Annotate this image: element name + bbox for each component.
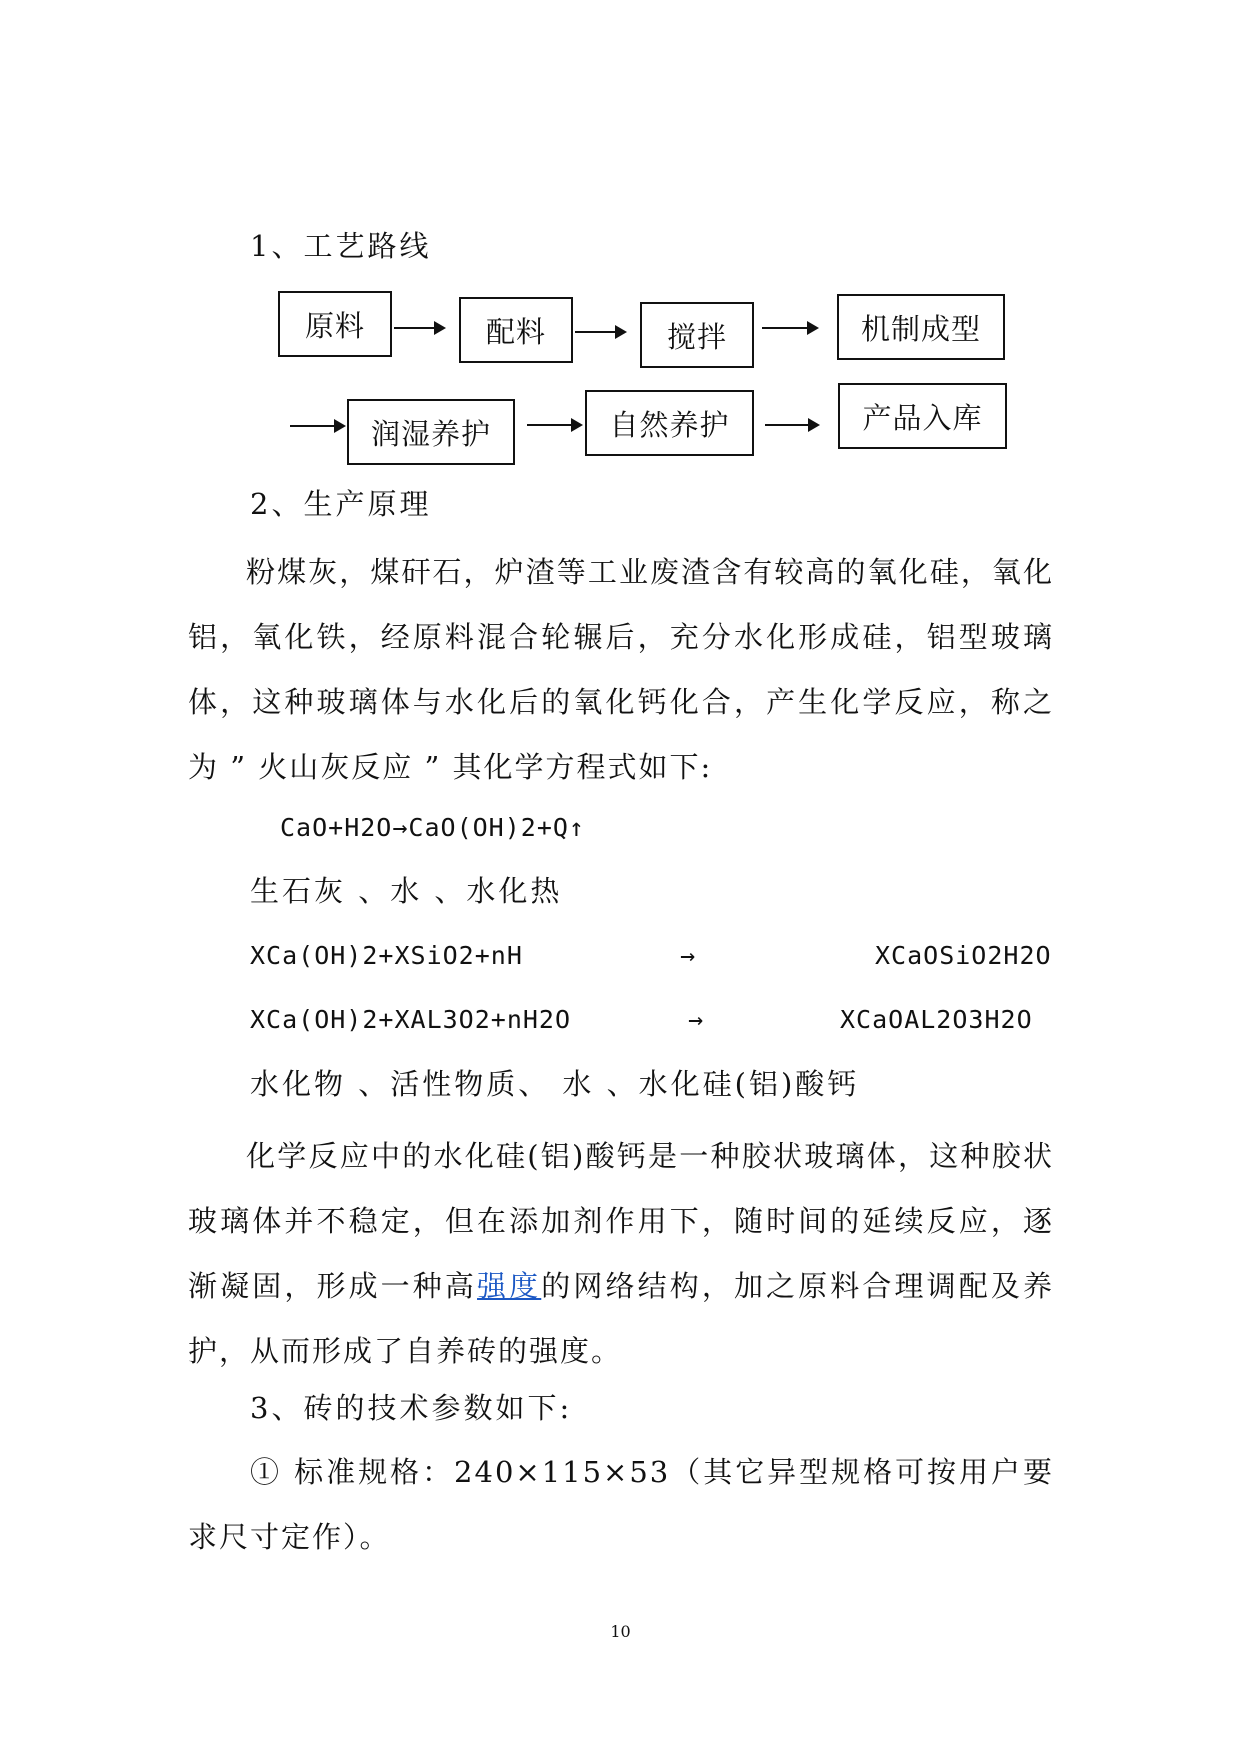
flow-arrow bbox=[394, 327, 444, 329]
strength-link[interactable]: 强度 bbox=[477, 1269, 542, 1303]
equation-2-right: XCaOSiO2H2O bbox=[875, 941, 1052, 970]
flow-arrow bbox=[575, 331, 625, 333]
flow-arrow bbox=[765, 424, 818, 426]
principle-paragraph-2 bbox=[188, 1124, 1054, 1384]
equation-2-left: XCa(OH)2+XSiO2+nH bbox=[250, 941, 523, 970]
flow-box-natural-curing: 自然养护 bbox=[585, 390, 754, 456]
equation-1: CaO+H2O→CaO(OH)2+Q↑ bbox=[280, 813, 585, 842]
section1-heading: 1、工艺路线 bbox=[250, 229, 432, 263]
flow-box-molding: 机制成型 bbox=[837, 294, 1005, 360]
flow-box-raw-material: 原料 bbox=[278, 291, 392, 357]
equation-2-arrow: → bbox=[680, 941, 697, 970]
flow-arrow bbox=[527, 424, 581, 426]
paragraph-2-text-before: 化学反应中的水化硅(铝)酸钙是一种胶状玻璃体，这种胶状玻璃体并不稳定，但在添加剂作用下，随时间的延续反应，逐渐凝固，形成一种高 bbox=[188, 1139, 1054, 1303]
paragraph-2-text-after: 的网络结构，加之原料合理调配及养护，从而形成了自养砖的强度。 bbox=[188, 1269, 1054, 1368]
flow-box-batching: 配料 bbox=[459, 297, 573, 363]
flow-box-mixing: 搅拌 bbox=[640, 302, 754, 368]
equation-3-right: XCaOAL2O3H2O bbox=[840, 1005, 1033, 1034]
section3-heading: 3、砖的技术参数如下: bbox=[250, 1391, 573, 1425]
spec-item-1: ① 标准规格：240×115×53（其它异型规格可按用户要求尺寸定作）。 bbox=[188, 1455, 1054, 1554]
flow-arrow bbox=[762, 327, 817, 329]
flow-arrow bbox=[290, 425, 344, 427]
equation-3-arrow: → bbox=[688, 1005, 705, 1034]
flow-box-storage: 产品入库 bbox=[838, 383, 1007, 449]
principle-paragraph-1: 粉煤灰，煤矸石，炉渣等工业废渣含有较高的氧化硅，氧化铝，氧化铁，经原料混合轮辗后，充分水化形成硅，铝型玻璃体，这种玻璃体与水化后的氧化钙化合，产生化学反应，称之为 ” 火山灰反应 ” 其化学方程式如下: bbox=[188, 555, 1054, 784]
equation-3-left: XCa(OH)2+XAL3O2+nH2O bbox=[250, 1005, 572, 1034]
flow-box-wet-curing: 润湿养护 bbox=[347, 399, 515, 465]
equation-1-note: 生石灰 、水 、水化热 bbox=[250, 874, 563, 908]
section2-heading: 2、生产原理 bbox=[250, 487, 432, 521]
page-number: 10 bbox=[610, 1622, 631, 1641]
equation-note: 水化物 、活性物质、 水 、水化硅(铝)酸钙 bbox=[250, 1067, 860, 1101]
